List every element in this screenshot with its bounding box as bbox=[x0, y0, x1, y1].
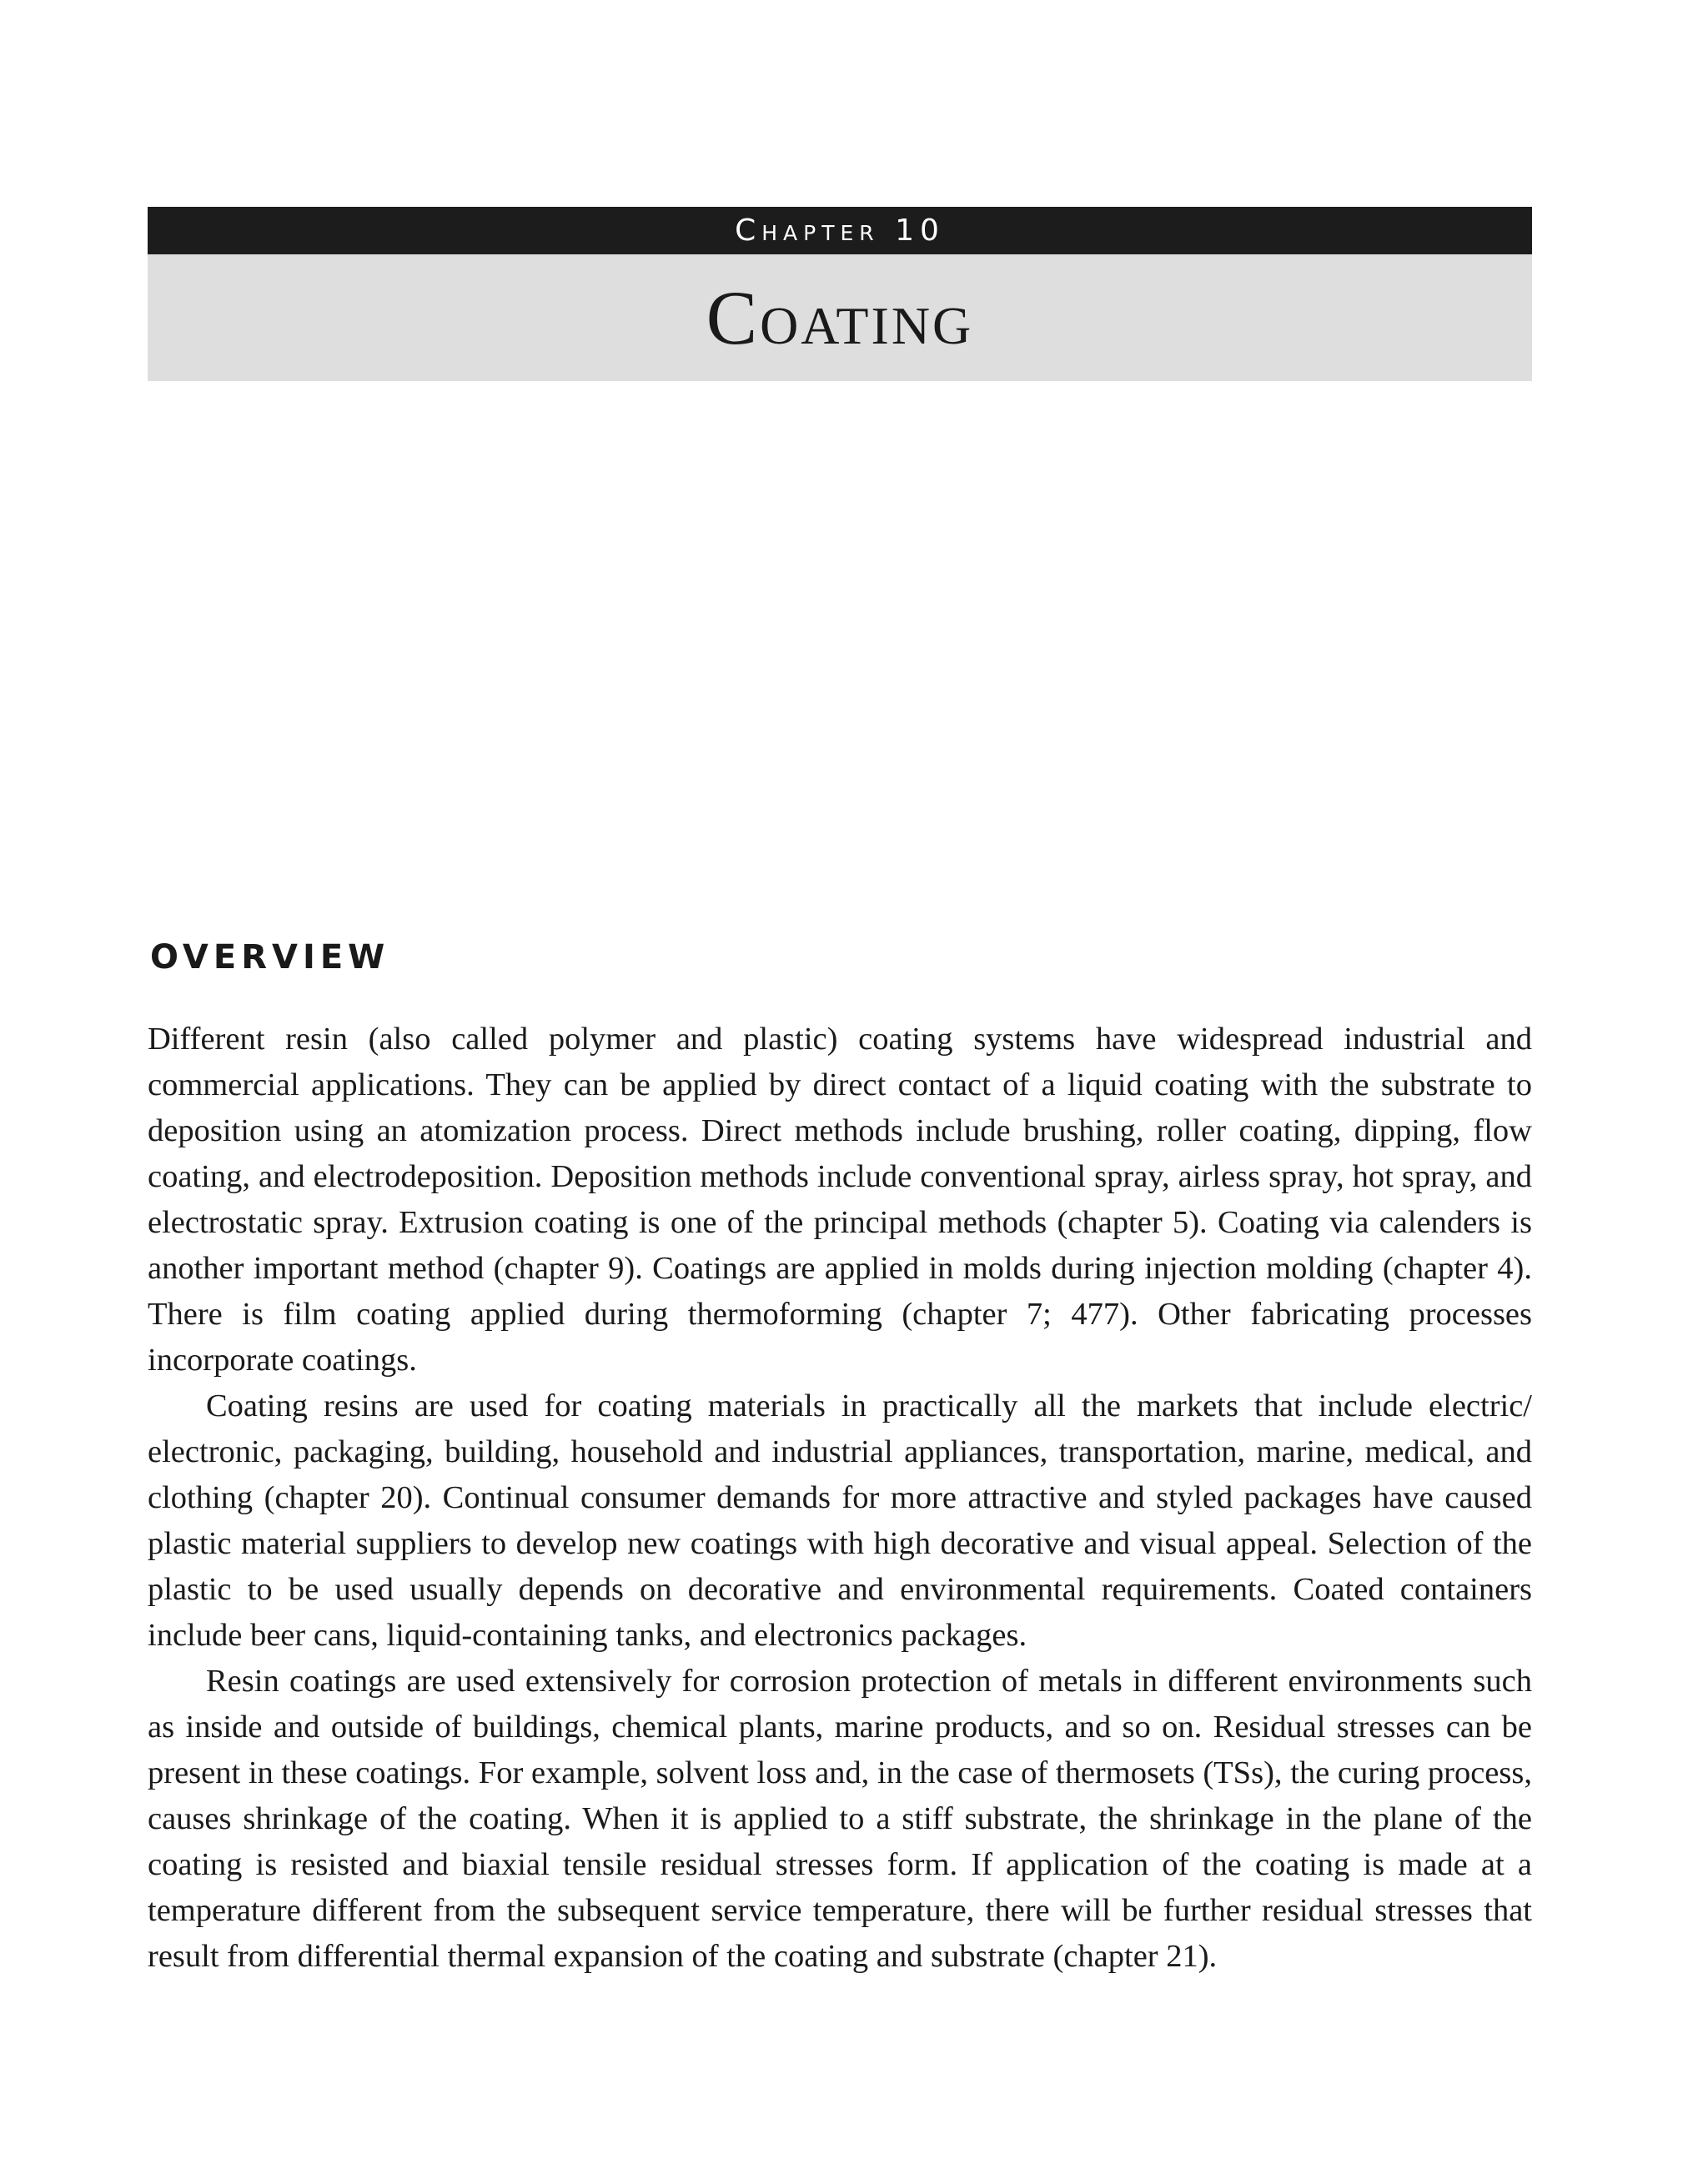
paragraph-3: Resin coatings are used extensively for corrosion protection of metals in different environments such as inside and outside of buildings, chemical plants, marine products, and so on. Residual stresses can be present in these coatings. For example, solvent loss and, in the case of thermosets (TSs), the curing process, causes shrinkage of the coating. When it is applied to a stiff substrate, the shrinkage in the plane of the coating is resisted and biaxial tensile residual stresses form. If application of the coating is made at a temperature different from the subsequent service temperature, there will be further residual stresses that result from differential thermal expansion of the coating and substrate (chapter 21). bbox=[148, 1664, 1532, 1974]
chapter-label-bar bbox=[148, 207, 1532, 254]
chapter-banner bbox=[148, 207, 1532, 381]
chapter-label: Chapter 10 bbox=[735, 213, 945, 248]
chapter-title: Coating bbox=[706, 275, 974, 360]
paragraph-2: Coating resins are used for coating materials in practically all the markets that include electric/​electronic, packaging, building, household and industrial appliances, transportation, marine, medical, and clothing (chapter 20). Continual consumer demands for more attractive and styled packages have caused plastic material suppliers to develop new coatings with high decorative and visual appeal. Selection of the plastic to be used usually depends on decorative and environmental requirements. Coated containers include beer cans, liquid-containing tanks, and electronics packages. bbox=[148, 1388, 1532, 1653]
paragraph-1: Different resin (also called polymer and plastic) coating systems have widespread industrial and commercial applications. They can be applied by direct contact of a liquid coating with the substrate to deposition using an atomization process. Direct methods include brushing, roller coating, dipping, flow coating, and electrodeposition. Deposition methods include conventional spray, airless spray, hot spray, and electrostatic spray. Extrusion coating is one of the principal methods (chapter 5). Coating via calenders is another important method (chapter 9). Coatings are applied in molds during injection molding (chapter 4). There is film coating applied during thermoforming (chapter 7; 477). Other fabricating processes incorporate coatings. bbox=[148, 1022, 1532, 1378]
section-heading: OVERVIEW bbox=[150, 938, 390, 977]
body-text bbox=[148, 1017, 1532, 1980]
